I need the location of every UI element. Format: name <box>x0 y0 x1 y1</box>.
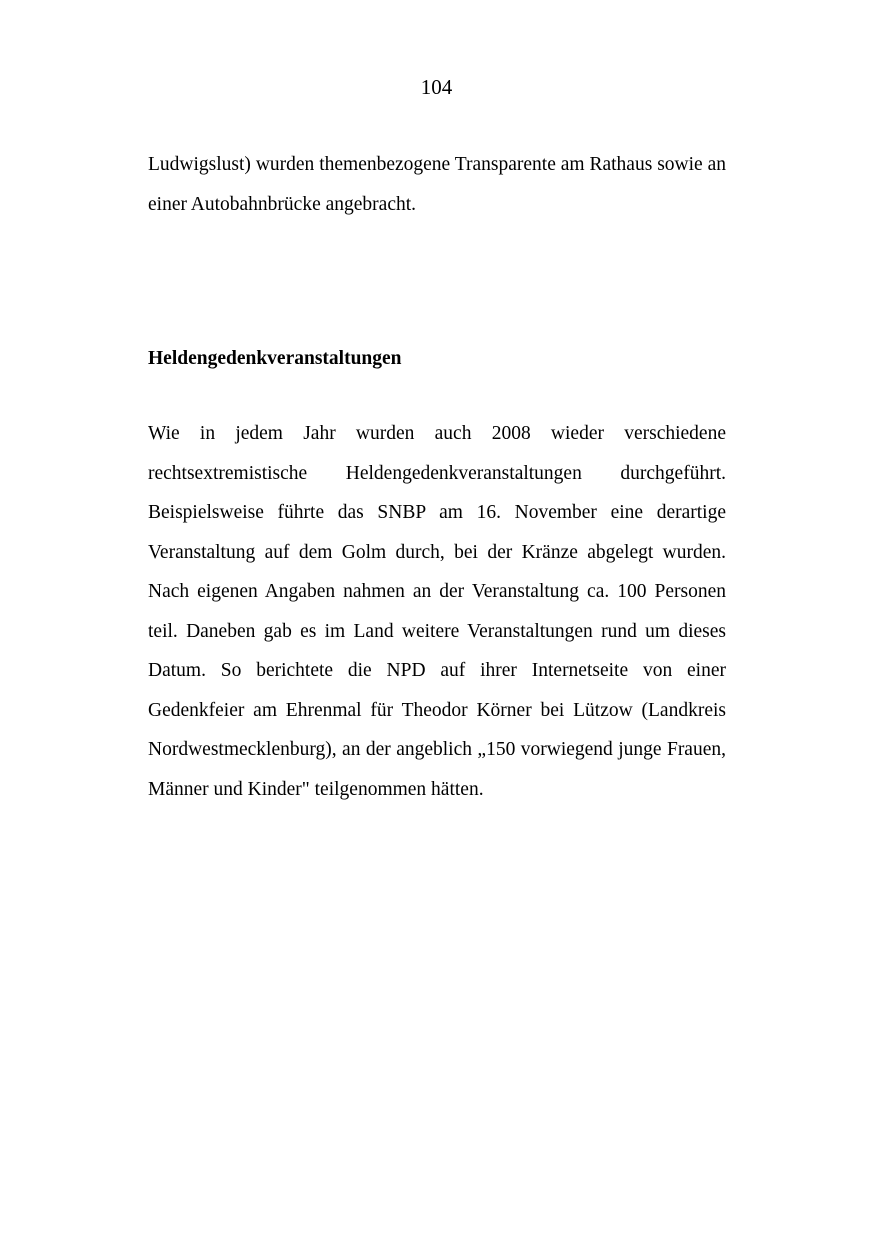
paragraph-continued: Ludwigslust) wurden themenbezogene Transparente am Rathaus sowie an einer Autobahnbrücke angebracht. <box>148 154 726 215</box>
section-heading: Heldengedenkveranstaltungen <box>148 348 402 369</box>
heading-spacer <box>148 372 726 414</box>
section-spacer <box>148 224 726 346</box>
page-number: 104 <box>420 75 453 99</box>
section-paragraph: Wie in jedem Jahr wurden auch 2008 wieder verschiedene rechtsextremistische Heldengedenkveranstaltungen durchgeführt. Beispielsweise führte das SNBP am 16. November eine derartige Veranstaltung auf dem Golm durch, bei der Kränze abgelegt wurden. Nach eigenen Angaben nahmen an der Veranstaltung ca. 100 Personen teil. Daneben gab es im Land weitere Veranstaltungen rund um dieses Datum. So berichtete die NPD auf ihrer Internetseite von einer Gedenkfeier am Ehrenmal für Theodor Körner bei Lützow (Landkreis Nordwestmecklenburg), an der angeblich „150 vorwiegend junge Frauen, Männer und Kinder" teilgenommen hätten. <box>148 423 726 800</box>
page-content <box>148 145 726 809</box>
